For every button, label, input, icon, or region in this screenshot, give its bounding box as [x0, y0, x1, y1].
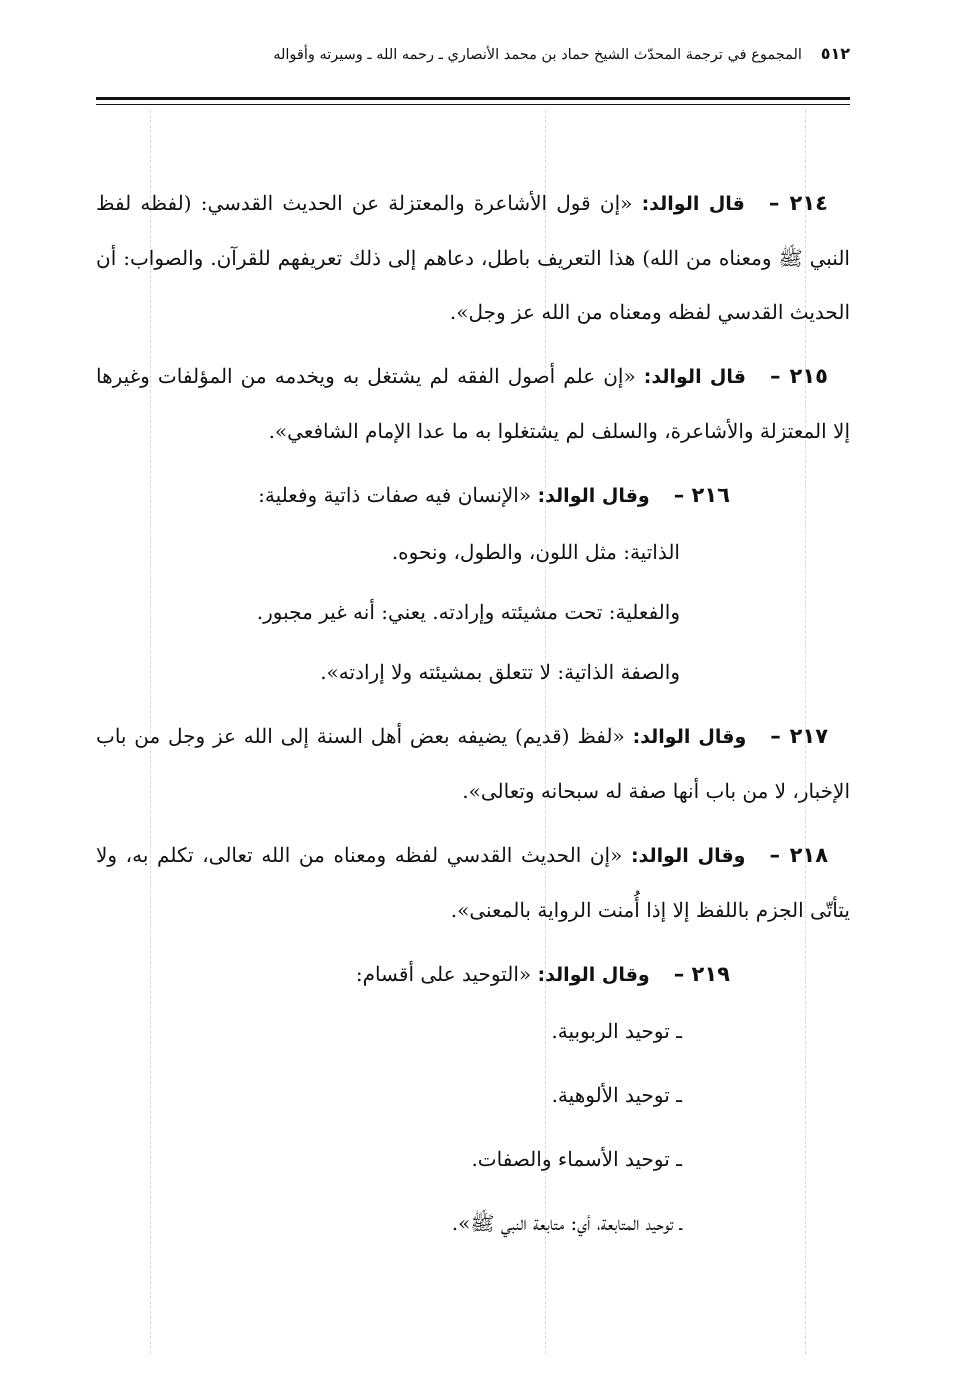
tawhid-list-item: ـ توحيد المتابعة، أي: متابعة النبي ﷺ».: [451, 1211, 682, 1235]
entry-number: ٢١٤ –: [768, 191, 828, 215]
entry-text: «التوحيد على أقسام:: [355, 962, 538, 986]
speaker-label: وقال الوالد:: [630, 845, 746, 867]
entry-216: [96, 468, 850, 523]
entry-215: [96, 349, 850, 458]
page-body: [96, 176, 850, 1260]
entry-216-line: والصفة الذاتية: لا تتعلق بمشيئته ولا إرادته».: [320, 660, 680, 684]
entry-216-line: الذاتية: مثل اللون، والطول، ونحوه.: [391, 540, 680, 564]
entry-number: ٢١٨ –: [769, 843, 829, 867]
entry-text: «إن قول الأشاعرة والمعتزلة عن الحديث القدسي: (لفظه لفظ النبي ﷺ ومعناه من الله) هذا التعريف باطل، دعاهم إلى ذلك تعريفهم للقرآن. والصواب: أن الحديث القدسي لفظه ومعناه من الله عز وجل».: [96, 191, 850, 324]
entry-number: ٢١٦ –: [673, 483, 730, 507]
entry-214: [96, 176, 850, 339]
speaker-label: وقال الوالد:: [632, 726, 747, 748]
entry-number: ٢١٧ –: [770, 724, 829, 748]
header-rule-thin: [96, 104, 850, 105]
tawhid-list-item: ـ توحيد الأسماء والصفات.: [471, 1147, 682, 1171]
entry-number: ٢١٩ –: [673, 962, 730, 986]
entry-218: [96, 828, 850, 937]
entry-text: «إن علم أصول الفقه لم يشتغل به ويخدمه من المؤلفات وغيرها إلا المعتزلة والأشاعرة، والسلف لم يشتغلوا به ما عدا الإمام الشافعي».: [96, 364, 850, 443]
running-title: المجموع في ترجمة المحدّث الشيخ حماد بن محمد الأنصاري ـ رحمه الله ـ وسيرته وأقواله: [273, 47, 802, 63]
speaker-label: وقال الوالد:: [537, 485, 650, 507]
tawhid-list-item: ـ توحيد الربوبية.: [551, 1019, 682, 1043]
running-header: [120, 44, 850, 74]
entry-number: ٢١٥ –: [770, 364, 828, 388]
entry-text: «إن الحديث القدسي لفظه ومعناه من الله تعالى، تكلم به، ولا يتأتّى الجزم باللفظ إلا إذا أُمنت الرواية بالمعنى».: [96, 843, 850, 922]
speaker-label: وقال الوالد:: [537, 964, 650, 986]
tawhid-list-item: ـ توحيد الألوهية.: [551, 1083, 682, 1107]
entry-216-line: والفعلية: تحت مشيئته وإرادته. يعني: أنه غير مجبور.: [256, 600, 680, 624]
speaker-label: قال الوالد:: [643, 366, 746, 388]
entry-text: «لفظ (قديم) يضيفه بعض أهل السنة إلى الله عز وجل من باب الإخبار، لا من باب أنها صفة له سبحانه وتعالى».: [96, 724, 850, 803]
page-number: ٥١٢: [820, 44, 850, 63]
entry-text: «الإنسان فيه صفات ذاتية وفعلية:: [258, 483, 538, 507]
header-rule-thick: [96, 97, 850, 100]
entry-217: [96, 709, 850, 818]
speaker-label: قال الوالد:: [641, 193, 745, 215]
entry-219: [96, 947, 850, 1002]
